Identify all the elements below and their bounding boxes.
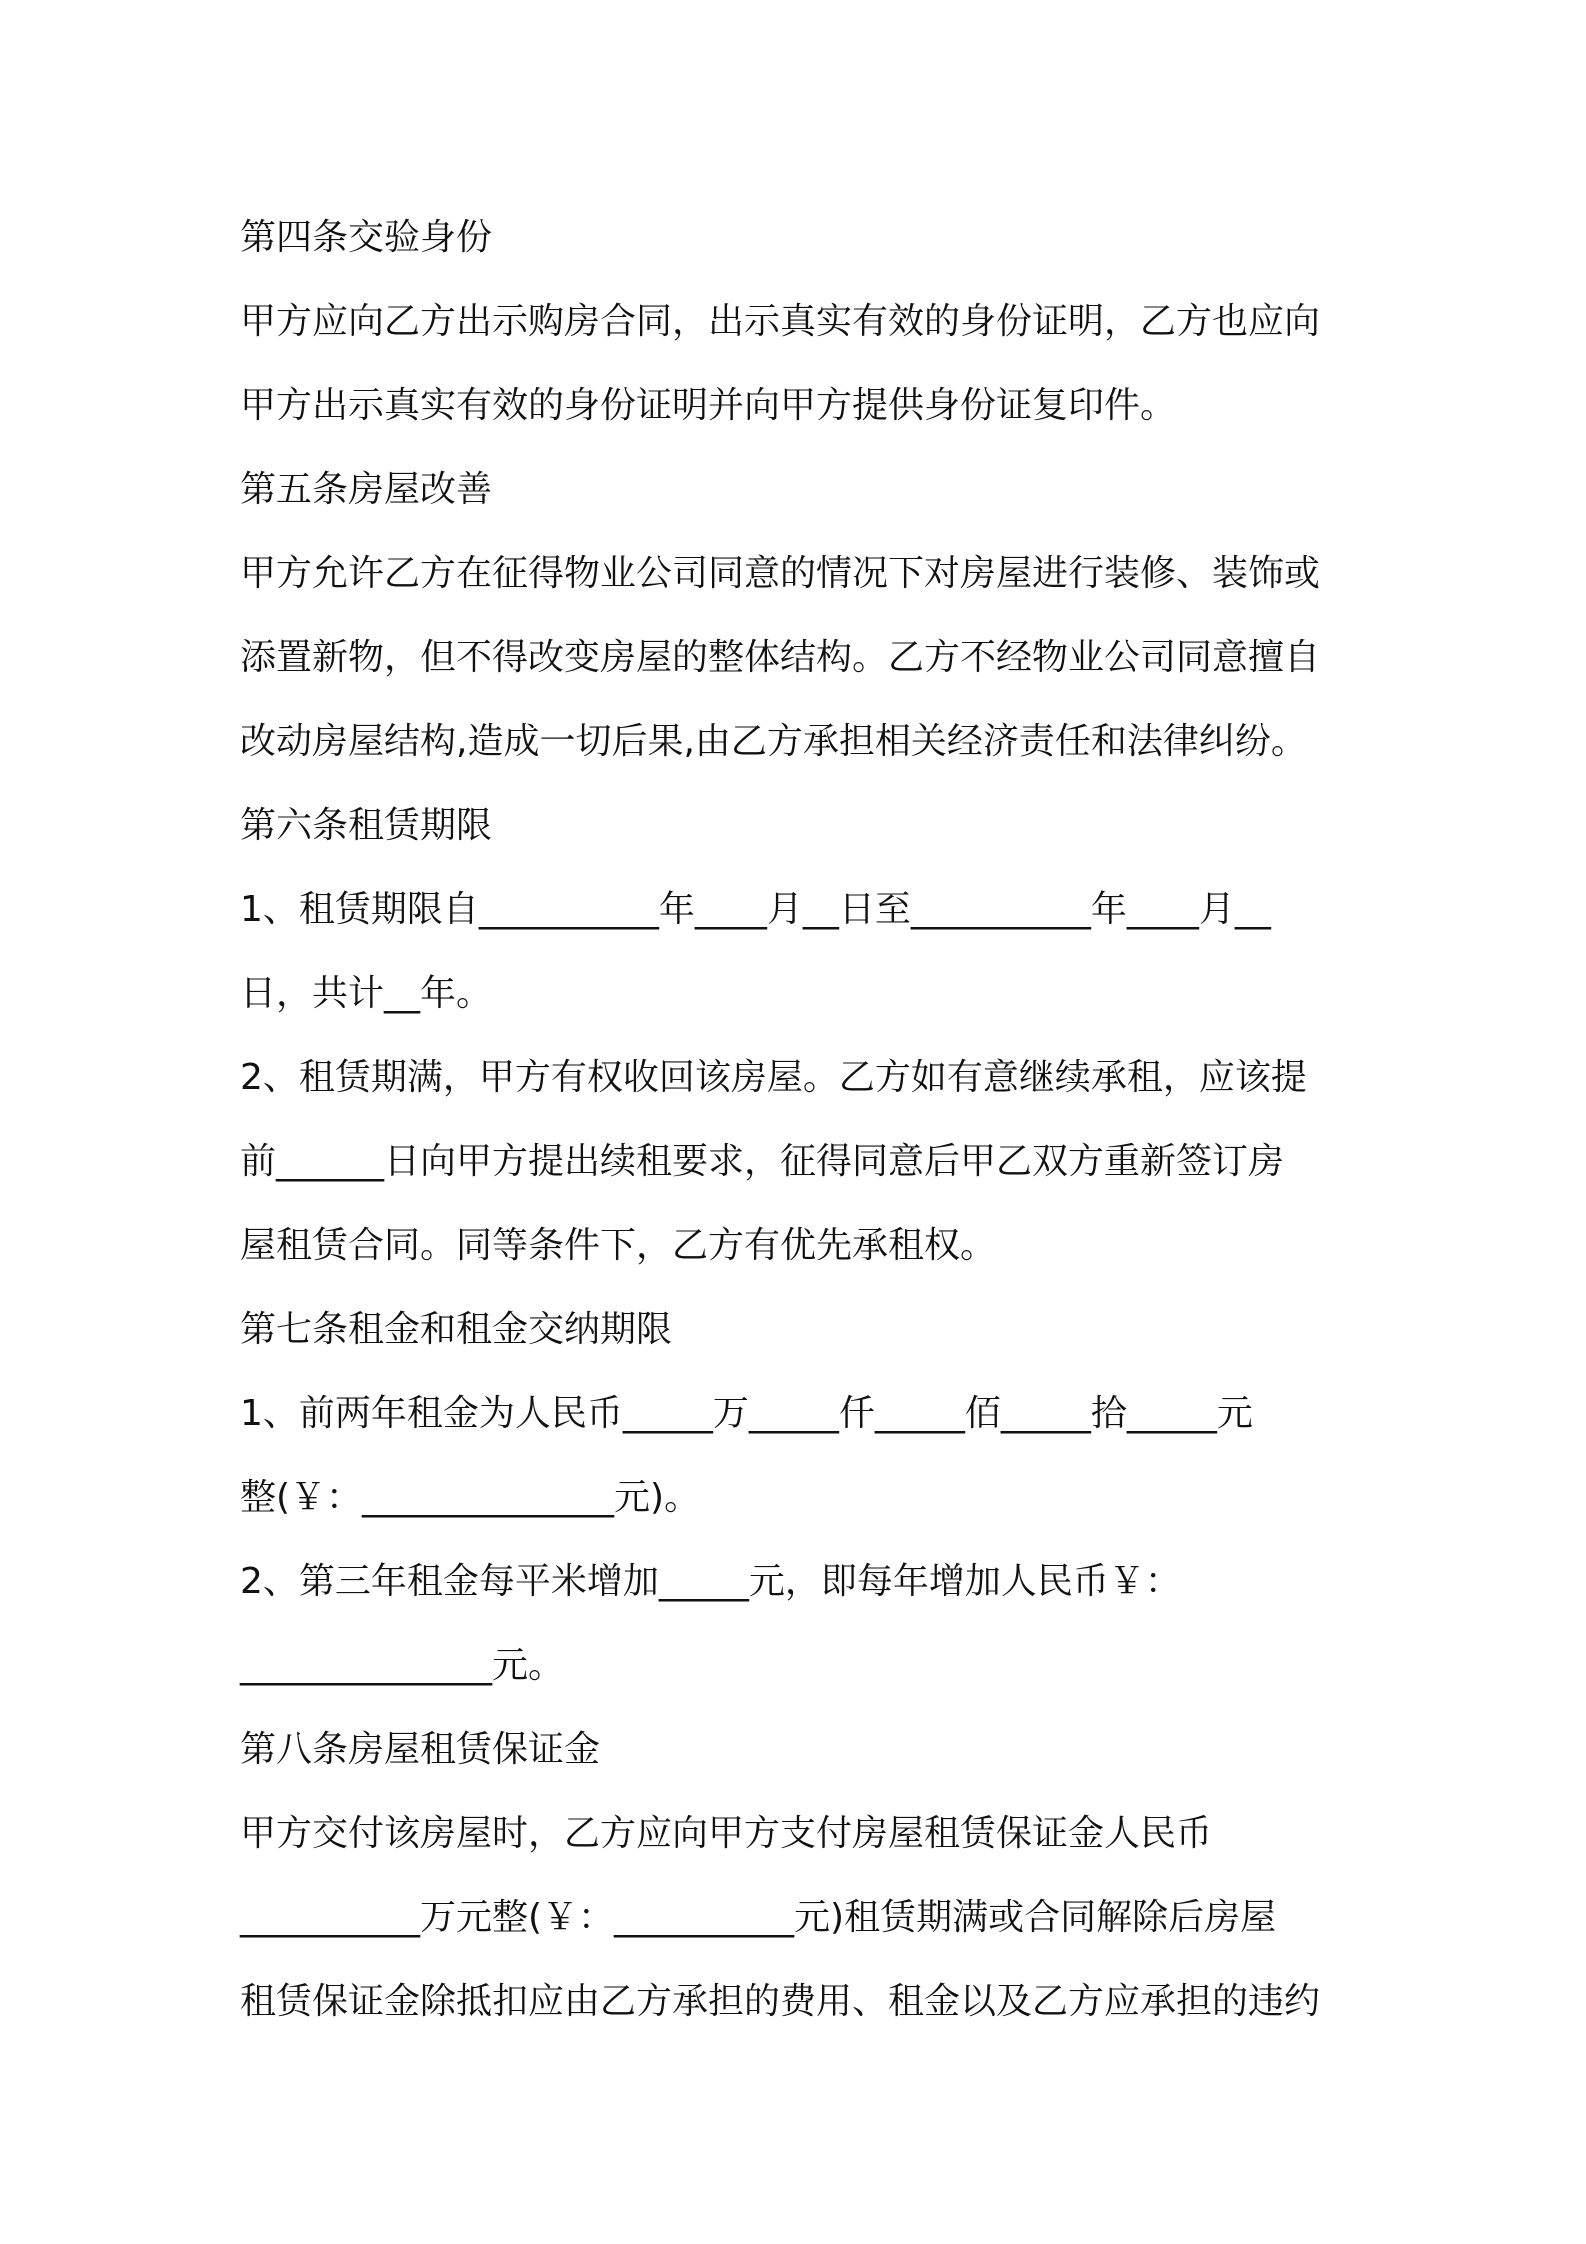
article-5-heading: 第五条房屋改善	[240, 469, 493, 510]
document-body	[240, 196, 1356, 2044]
article-6-clause-2-line-2: 前______日向甲方提出续租要求，征得同意后甲乙双方重新签订房	[240, 1141, 1285, 1182]
article-6-clause-1-line-2: 日，共计__年。	[240, 973, 493, 1014]
article-7-clause-1-line-1: 1、前两年租金为人民币_____万_____仟_____佰_____拾_____元	[240, 1393, 1253, 1434]
article-4-paragraph-line-1: 甲方应向乙方出示购房合同，出示真实有效的身份证明，乙方也应向	[240, 301, 1321, 342]
article-6-clause-2-line-1: 2、租赁期满，甲方有权收回该房屋。乙方如有意继续承租，应该提	[240, 1057, 1307, 1098]
article-8-heading: 第八条房屋租赁保证金	[240, 1729, 601, 1770]
article-5-paragraph-line-2: 添置新物，但不得改变房屋的整体结构。乙方不经物业公司同意擅自	[240, 637, 1321, 678]
article-5-paragraph-line-1: 甲方允许乙方在征得物业公司同意的情况下对房屋进行装修、装饰或	[240, 553, 1321, 594]
article-7-clause-1-line-2: 整(￥：______________元)。	[240, 1477, 701, 1518]
article-7-clause-2-line-2: ______________元。	[240, 1645, 565, 1686]
article-8-paragraph-line-2: __________万元整(￥：__________元)租赁期满或合同解除后房屋	[240, 1897, 1277, 1938]
article-6-heading: 第六条租赁期限	[240, 805, 493, 846]
article-6-clause-1-line-1: 1、租赁期限自__________年____月__日至__________年____月__	[240, 889, 1271, 930]
article-4-paragraph-line-2: 甲方出示真实有效的身份证明并向甲方提供身份证复印件。	[240, 385, 1177, 426]
article-8-paragraph-line-3: 租赁保证金除抵扣应由乙方承担的费用、租金以及乙方应承担的违约	[240, 1981, 1321, 2022]
article-7-clause-2-line-1: 2、第三年租金每平米增加_____元，即每年增加人民币￥：	[240, 1561, 1181, 1602]
article-5-paragraph-line-3: 改动房屋结构,造成一切后果,由乙方承担相关经济责任和法律纠纷。	[240, 721, 1307, 762]
article-7-heading: 第七条租金和租金交纳期限	[240, 1309, 673, 1350]
article-4-heading: 第四条交验身份	[240, 217, 493, 258]
article-8-paragraph-line-1: 甲方交付该房屋时，乙方应向甲方支付房屋租赁保证金人民币	[240, 1813, 1213, 1854]
article-6-clause-2-line-3: 屋租赁合同。同等条件下，乙方有优先承租权。	[240, 1225, 997, 1266]
